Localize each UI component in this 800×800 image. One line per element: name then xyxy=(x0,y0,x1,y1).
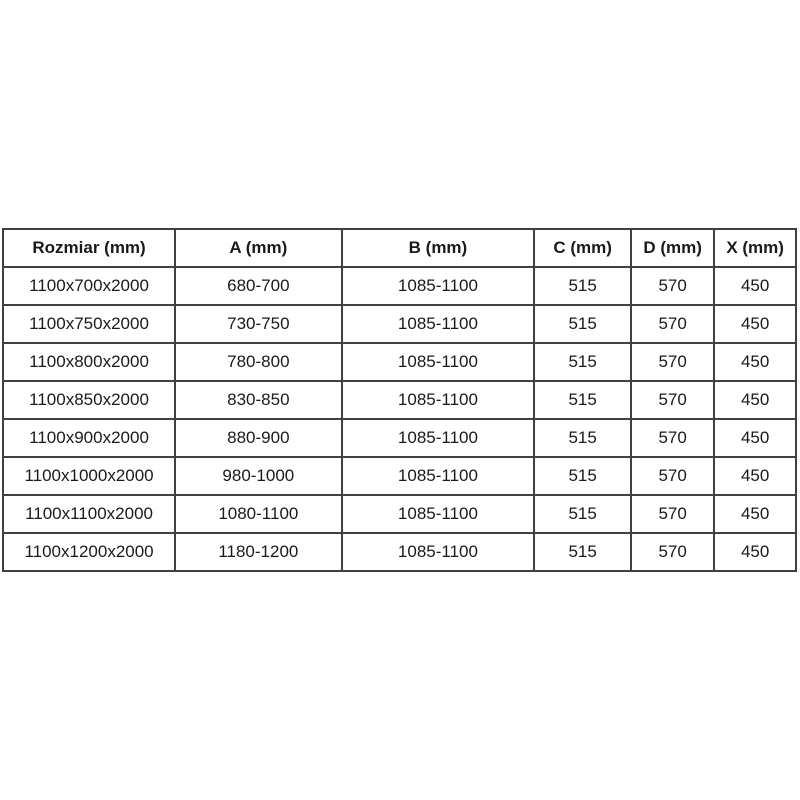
table-cell-a: 880-900 xyxy=(175,419,342,457)
table-cell-d: 570 xyxy=(631,495,714,533)
table-cell-b: 1085-1100 xyxy=(342,457,535,495)
table-row xyxy=(3,267,796,305)
table-row xyxy=(3,495,796,533)
table-cell-b: 1085-1100 xyxy=(342,267,535,305)
table-cell-x: 450 xyxy=(714,305,796,343)
table-cell-b: 1085-1100 xyxy=(342,305,535,343)
table-cell-rozmiar: 1100x700x2000 xyxy=(3,267,175,305)
column-header-c: C (mm) xyxy=(534,229,631,267)
table-cell-c: 515 xyxy=(534,305,631,343)
table-cell-x: 450 xyxy=(714,343,796,381)
table-row xyxy=(3,305,796,343)
table-cell-c: 515 xyxy=(534,343,631,381)
table-row xyxy=(3,533,796,571)
table-cell-d: 570 xyxy=(631,419,714,457)
table-row xyxy=(3,343,796,381)
table-row xyxy=(3,457,796,495)
table-cell-a: 680-700 xyxy=(175,267,342,305)
table-cell-rozmiar: 1100x900x2000 xyxy=(3,419,175,457)
table-cell-b: 1085-1100 xyxy=(342,419,535,457)
table-cell-x: 450 xyxy=(714,457,796,495)
table-cell-a: 1180-1200 xyxy=(175,533,342,571)
table-cell-b: 1085-1100 xyxy=(342,533,535,571)
table-cell-x: 450 xyxy=(714,533,796,571)
table-cell-d: 570 xyxy=(631,267,714,305)
table-cell-a: 1080-1100 xyxy=(175,495,342,533)
table-cell-rozmiar: 1100x750x2000 xyxy=(3,305,175,343)
table-cell-d: 570 xyxy=(631,533,714,571)
header-row xyxy=(3,229,796,267)
column-header-x: X (mm) xyxy=(714,229,796,267)
table-cell-d: 570 xyxy=(631,381,714,419)
table-cell-c: 515 xyxy=(534,495,631,533)
table-cell-a: 980-1000 xyxy=(175,457,342,495)
table-cell-rozmiar: 1100x850x2000 xyxy=(3,381,175,419)
column-header-d: D (mm) xyxy=(631,229,714,267)
table-cell-b: 1085-1100 xyxy=(342,495,535,533)
table-cell-rozmiar: 1100x1200x2000 xyxy=(3,533,175,571)
column-header-rozmiar: Rozmiar (mm) xyxy=(3,229,175,267)
table-cell-x: 450 xyxy=(714,495,796,533)
table-cell-x: 450 xyxy=(714,267,796,305)
column-header-a: A (mm) xyxy=(175,229,342,267)
table-cell-a: 780-800 xyxy=(175,343,342,381)
table-cell-b: 1085-1100 xyxy=(342,343,535,381)
table-cell-rozmiar: 1100x800x2000 xyxy=(3,343,175,381)
column-header-b: B (mm) xyxy=(342,229,535,267)
table-cell-d: 570 xyxy=(631,305,714,343)
table-row xyxy=(3,381,796,419)
table-cell-c: 515 xyxy=(534,381,631,419)
table-cell-a: 830-850 xyxy=(175,381,342,419)
table-cell-rozmiar: 1100x1000x2000 xyxy=(3,457,175,495)
table-cell-x: 450 xyxy=(714,381,796,419)
table-cell-b: 1085-1100 xyxy=(342,381,535,419)
size-table xyxy=(2,228,797,572)
table-cell-d: 570 xyxy=(631,457,714,495)
table-cell-c: 515 xyxy=(534,533,631,571)
table-cell-c: 515 xyxy=(534,267,631,305)
table-row xyxy=(3,419,796,457)
table-cell-c: 515 xyxy=(534,419,631,457)
table-cell-x: 450 xyxy=(714,419,796,457)
table-cell-d: 570 xyxy=(631,343,714,381)
table-cell-c: 515 xyxy=(534,457,631,495)
table-cell-a: 730-750 xyxy=(175,305,342,343)
table-cell-rozmiar: 1100x1100x2000 xyxy=(3,495,175,533)
